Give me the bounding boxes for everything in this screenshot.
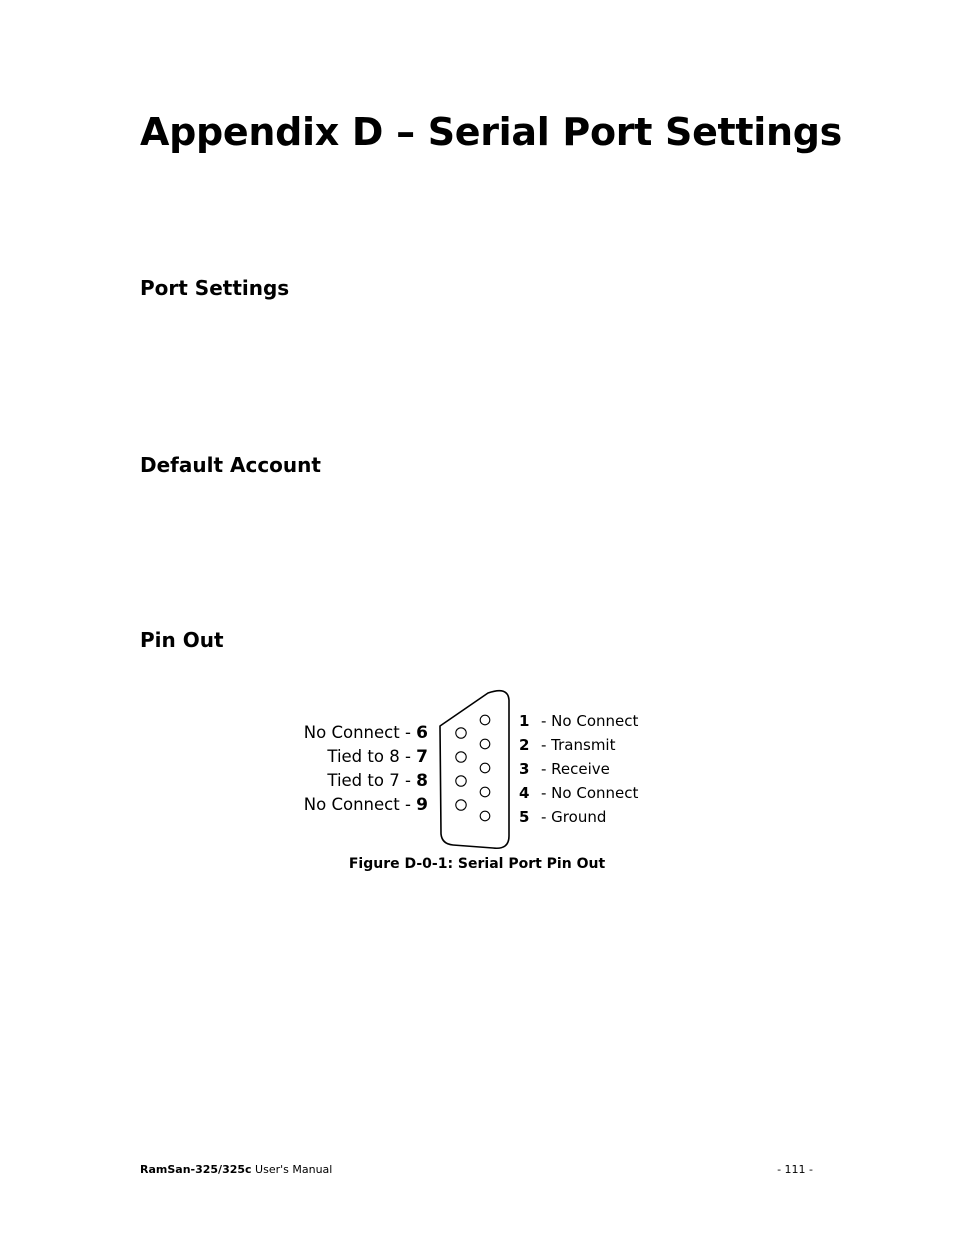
pin-hole-7 <box>456 752 466 762</box>
pin-hole-5 <box>480 811 490 821</box>
section-heading-port-settings: Port Settings <box>140 276 290 300</box>
footer-manual-title <box>140 1163 332 1176</box>
pin-label-9: No Connect - 9 <box>303 795 428 815</box>
pin-hole-8 <box>456 776 466 786</box>
pin-label-3: 3 - Receive <box>519 760 610 778</box>
pin-label-4: 4 - No Connect <box>519 784 639 802</box>
footer-page-number: - 111 - <box>777 1163 813 1176</box>
figure-caption: Figure D-0-1: Serial Port Pin Out <box>348 856 606 872</box>
section-heading-default-account: Default Account <box>140 453 321 477</box>
footer-manual: User's Manual <box>251 1163 333 1176</box>
pin-hole-9 <box>456 800 466 810</box>
pin-label-8: Tied to 7 - 8 <box>327 771 428 791</box>
section-heading-pin-out: Pin Out <box>140 628 224 652</box>
pin-hole-2 <box>480 739 490 749</box>
footer-model: RamSan-325/325c <box>140 1163 252 1176</box>
pin-hole-3 <box>480 763 490 773</box>
pin-label-5: 5 - Ground <box>519 808 607 826</box>
pin-hole-1 <box>480 715 490 725</box>
connector-outline <box>440 691 509 849</box>
pin-hole-4 <box>480 787 490 797</box>
serial-port-pinout-figure <box>300 688 660 853</box>
pin-label-1: 1 - No Connect <box>519 712 639 730</box>
page-title: Appendix D – Serial Port Settings <box>140 110 842 154</box>
pin-label-7: Tied to 8 - 7 <box>327 747 428 767</box>
pin-label-6: No Connect - 6 <box>303 723 428 743</box>
pin-label-2: 2 - Transmit <box>519 736 616 754</box>
pin-hole-6 <box>456 728 466 738</box>
